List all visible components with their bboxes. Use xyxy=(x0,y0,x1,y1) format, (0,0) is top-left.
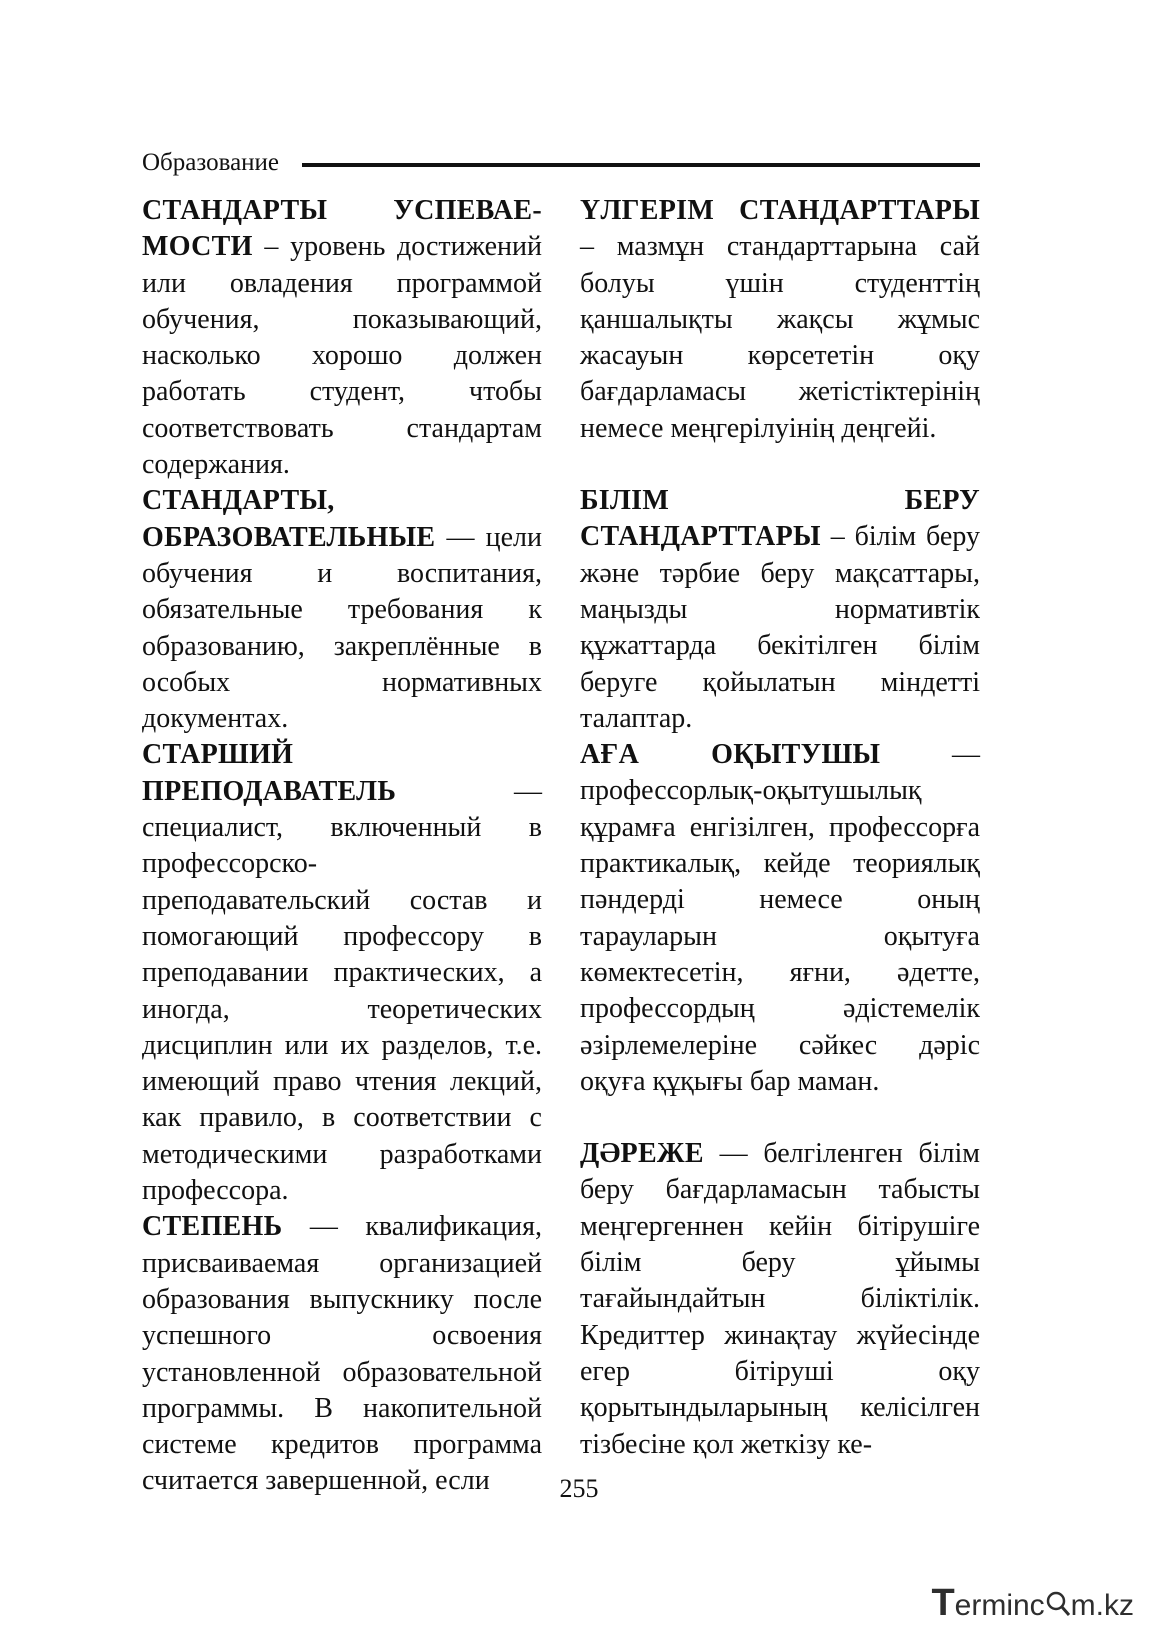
entry-term: СТАНДАРТЫ УСПЕВАЕ-МОСТИ xyxy=(142,195,542,263)
glossary-entry xyxy=(580,193,980,447)
watermark-text xyxy=(931,1582,1134,1626)
right-column-kazakh xyxy=(580,193,980,1463)
entry-definition: — профессорлық-оқытушылық құрамға енгізілген, профессорға практикалық, кейде теориялық пәндерді немесе оның тарауларын оқытуға көмектесетін, яғни, әдетте, профессордың әдістемелік әзірлемелеріне сәйкес дәріс оқуға құқығы бар маман. xyxy=(580,739,980,1097)
glossary-entry xyxy=(580,483,980,737)
entry-definition: – уровень достижений или овладения программой обучения, показывающий, насколько хорошо должен работать студент, чтобы соответствовать стандартам содержания. xyxy=(142,231,542,481)
entry-term: СТАНДАРТЫ, ОБРАЗОВАТЕЛЬНЫЕ xyxy=(142,485,436,553)
entry-definition: – білім беру және тәрбие беру мақсаттары, маңызды нормативтік құжаттарда бекітілген білім беруге қойылатын міндетті талаптар. xyxy=(580,521,980,734)
glossary-entry xyxy=(580,1136,980,1463)
entry-definition: – мазмұн стандарттарына сай болуы үшін студенттің қаншалықты жақсы жұмыс жасауын көрсететін оқу бағдарламасы жетістіктерінің немесе меңгерілуінің деңгейі. xyxy=(580,231,980,444)
termincom-watermark-logo xyxy=(931,1582,1134,1626)
glossary-entry xyxy=(580,737,980,1100)
entry-term: ҮЛГЕРІМ СТАНДАРТТАРЫ xyxy=(580,195,980,226)
entry-term: ДӘРЕЖЕ xyxy=(580,1138,704,1170)
page-number: 255 xyxy=(559,1474,599,1503)
entry-term: БІЛІМ БЕРУ СТАНДАРТТАРЫ xyxy=(580,485,980,553)
entry-term: СТАРШИЙ ПРЕПОДАВАТЕЛЬ xyxy=(142,739,397,807)
entry-definition: — квалификация, присваиваемая организацией образования выпускнику после успешного освоения установленной образовательной программы. В накопительной системе кредитов программа считается завершенной, если xyxy=(142,1211,542,1497)
header-rule xyxy=(302,163,980,167)
glossary-entry xyxy=(142,483,542,737)
glossary-entry xyxy=(142,737,542,1209)
header-title: Образование xyxy=(142,149,280,176)
left-column-russian xyxy=(142,193,542,1500)
magnifier-icon xyxy=(1045,1588,1071,1626)
watermark-suffix: m.kz xyxy=(1070,1589,1134,1622)
entry-definition: — специалист, включенный в профессорско-преподавательский состав и помогающий профессору в преподавании практических, а иногда, теоретических дисциплин или их разделов, т.е. имеющий право чтения лекций, как правило, в соответствии с методическими разработками профессора. xyxy=(142,775,542,1207)
glossary-entry xyxy=(142,1209,542,1499)
entry-term: АҒА ОҚЫТУШЫ xyxy=(580,739,881,771)
glossary-entry xyxy=(142,193,542,483)
entry-definition: — цели обучения и воспитания, обязательные требования к образованию, закреплённые в особых нормативных документах. xyxy=(142,521,542,735)
entry-definition: — белгіленген білім беру бағдарламасын табысты меңгергеннен кейін бітірушіге білім беру ұйымы тағайындайтын біліктілік. Кредиттер жинақтау жүйесінде егер бітіруші оқу қорытындыларының келісілген тізбесіне қол жеткізу ке- xyxy=(580,1138,980,1460)
watermark-middle: erminc xyxy=(954,1589,1045,1622)
watermark-prefix: T xyxy=(931,1582,955,1624)
entry-term: СТЕПЕНЬ xyxy=(142,1211,283,1243)
running-header xyxy=(142,145,980,181)
